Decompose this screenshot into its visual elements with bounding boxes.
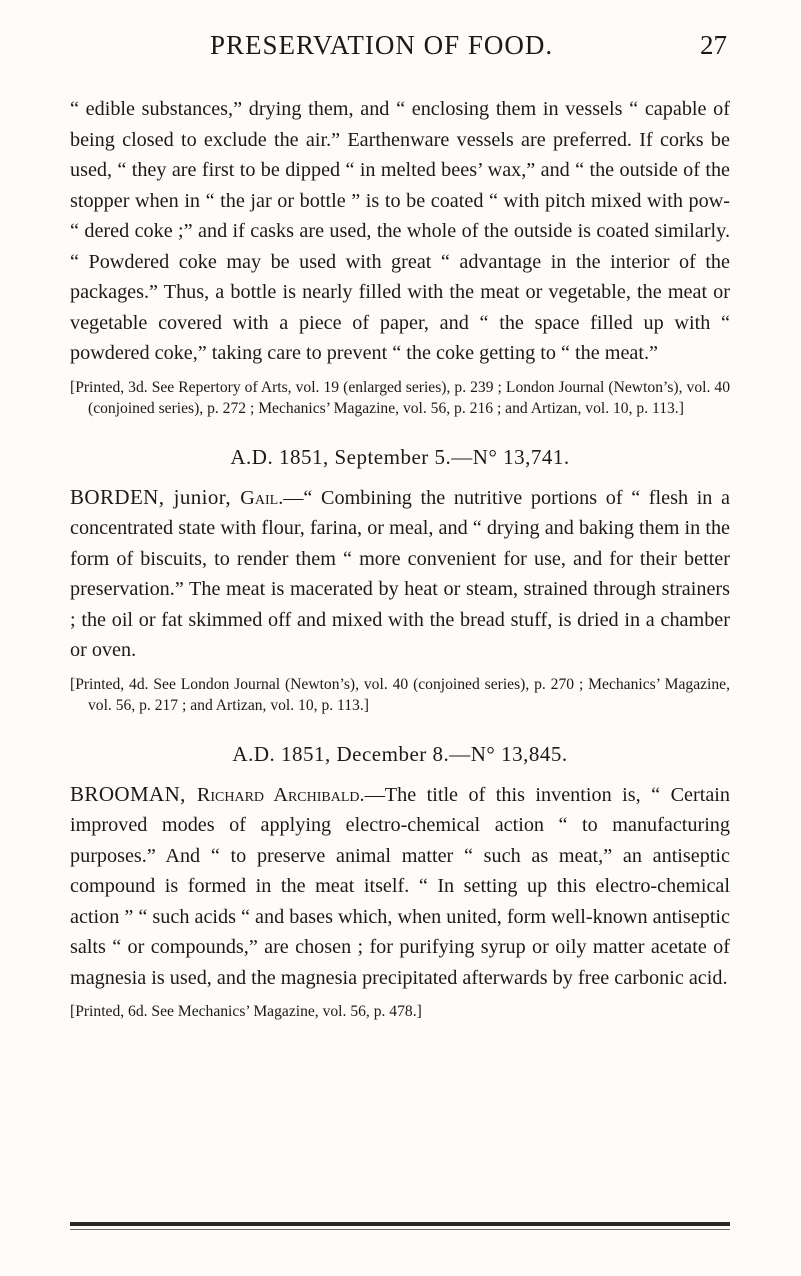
entry-paragraph	[70, 482, 730, 666]
entry-note: [Printed, 4d. See London Journal (Newton’s), vol. 40 (conjoined series), p. 270 ; Mechanics’ Magazine, vol. 56, p. 217 ; and Artizan, vol. 10, p. 113.]	[70, 675, 730, 714]
inventor-surname: BORDEN, junior,	[70, 484, 241, 509]
continuation-note: [Printed, 3d. See Repertory of Arts, vol. 19 (enlarged series), p. 239 ; London Journal (Newton’s), vol. 40 (conjoined series), p. 272 ; Mechanics’ Magazine, vol. 56, p. 216 ; and Artizan, vol. 10, p. 113.]	[70, 378, 730, 417]
running-title: PRESERVATION OF FOOD.	[210, 30, 554, 60]
entry-heading: A.D. 1851, December 8.—N° 13,845.	[232, 741, 568, 766]
entry-note: [Printed, 6d. See Mechanics’ Magazine, vol. 56, p. 478.]	[70, 1003, 422, 1020]
inventor-forename: Gail	[240, 486, 279, 509]
entry-heading: A.D. 1851, September 5.—N° 13,741.	[230, 444, 570, 469]
entry-paragraph	[70, 779, 730, 994]
entry-body: .—The title of this invention is, “ Certain improved modes of applying electro-chemical action “ to manufacturing purposes.” And “ to preserve animal matter “ such as meat,” an antiseptic compound is formed in the meat itself. “ In setting up this electro-chemical action ” “ such acids “ and bases which, when united, form well-known antiseptic salts “ or compounds,” are chosen ; for purifying syrup or oily matter acetate of magnesia is used, and the magnesia precipitated afterwards by free carbonic acid.	[70, 783, 730, 989]
page-number: 27	[700, 30, 727, 60]
page-body	[70, 94, 730, 1022]
patent-entry-13741	[70, 445, 730, 716]
bottom-rule	[70, 1222, 730, 1226]
inventor-surname: BROOMAN,	[70, 781, 197, 806]
inventor-forename: Richard Archibald	[196, 783, 360, 806]
entry-body: .—“ Combining the nutritive portions of “ flesh in a concentrated state with flour, farina, or meal, and “ drying and baking them in the form of biscuits, to render them “ more convenient for use, and for their better preservation.” The meat is macerated by heat or steam, strained through strainers ; the oil or fat skimmed off and mixed with the bread stuff, is dried in a chamber or oven.	[70, 486, 731, 661]
patent-entry-13845	[70, 742, 730, 1023]
page-header	[0, 0, 801, 80]
continuation-paragraph: “ edible substances,” drying them, and “ enclosing them in vessels “ capable of being closed to exclude the air.” Earthenware vessels are preferred. If corks be used, “ they are first to be dipped “ in melted bees’ wax,” and “ the outside of the stopper when in “ the jar or bottle ” is to be coated “ with pitch mixed with pow- “ dered coke ;” and if casks are used, the whole of the outside is coated similarly. “ Powdered coke may be used with great “ advantage in the interior of the packages.” Thus, a bottle is nearly filled with the meat or vegetable, the meat or vegetable covered with a piece of paper, and “ the space filled up with “ powdered coke,” taking care to prevent “ the coke getting to “ the meat.”	[70, 98, 730, 364]
